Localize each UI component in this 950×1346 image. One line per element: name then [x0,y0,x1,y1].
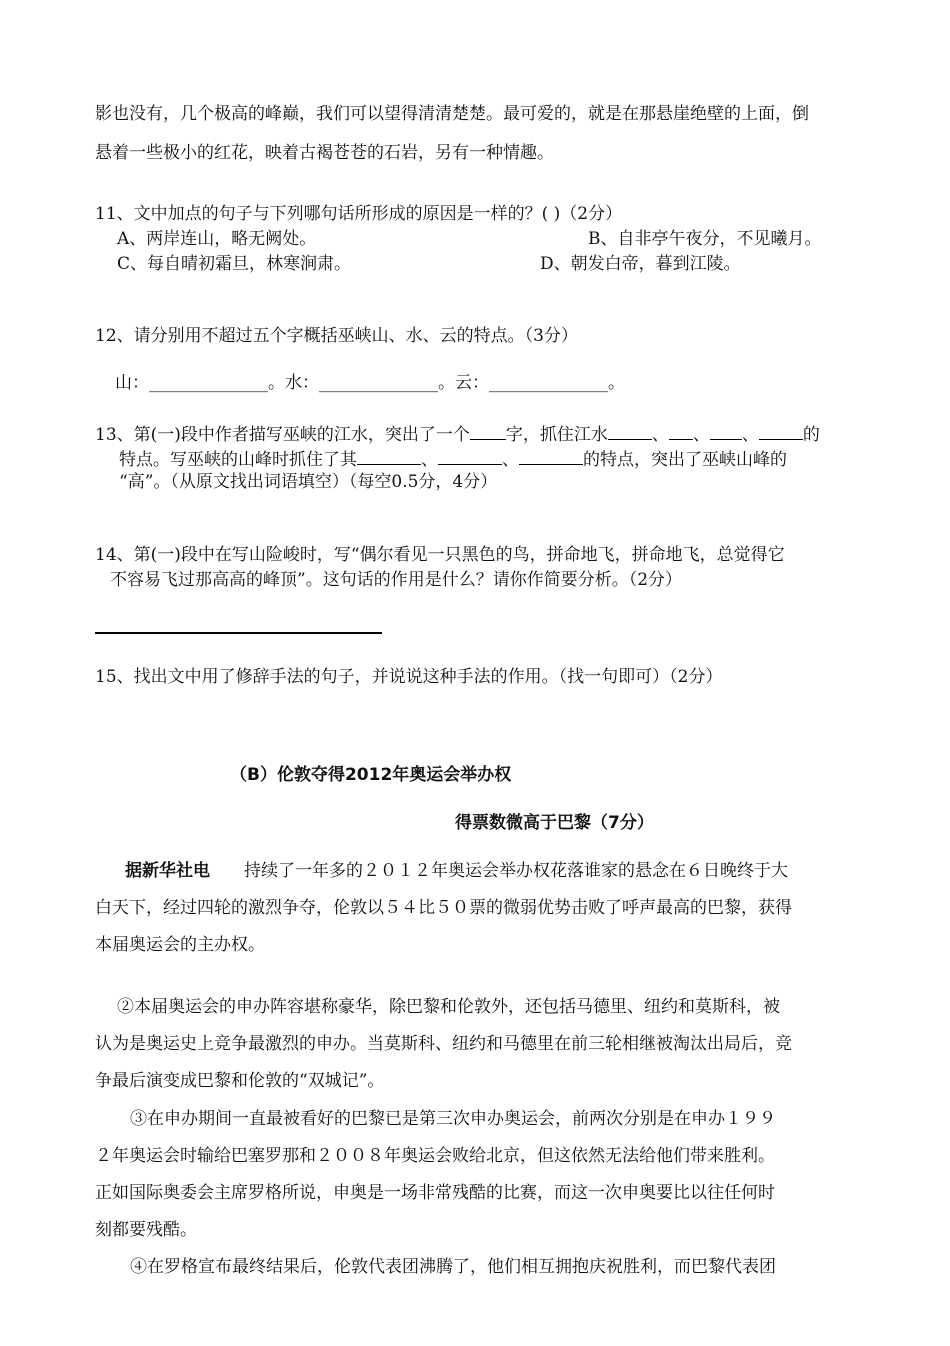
question-13-line-2 [119,446,787,471]
paragraph-2-line: ②本届奥运会的申办阵容堪称豪华，除巴黎和伦敦外，还包括马德里、纽约和莫斯科，被 [117,997,780,1017]
section-b-subtitle: 得票数微高于巴黎（7分） [455,813,654,833]
blank [470,421,506,440]
q11-option-c: C、每自晴初霜旦，林寒涧肃。 [117,254,352,274]
q12-answer-line: 山：______________。水：______________。云：______________。 [115,373,625,393]
answer-line [95,632,382,634]
blank [710,421,742,440]
paragraph-1-line: 本届奥运会的主办权。 [95,935,265,955]
q13-text: 13、第(一)段中作者描写巫峡的江水，突出了一个 [95,425,470,445]
paragraph-1-line: 白天下，经过四轮的激烈争夺，伦敦以５４比５０票的微弱优势击败了呼声最高的巴黎，获得 [95,898,792,918]
question-12-stem: 12、请分别用不超过五个字概括巫峡山、水、云的特点。（3分） [95,326,578,346]
question-15-stem: 15、找出文中用了修辞手法的句子，并说说这种手法的作用。（找一句即可）（2分） [95,667,723,687]
q13-text: 的特点，突出了巫峡山峰的 [583,450,787,470]
blank [669,421,693,440]
q11-option-d: D、朝发白帝，暮到江陵。 [540,254,741,274]
q13-text: 字，抓住江水 [505,425,608,445]
blank [519,446,583,465]
question-11-stem: 11、文中加点的句子与下列哪句话所形成的原因是一样的？( )（2分） [95,204,623,224]
paragraph-4-line: ④在罗格宣布最终结果后，伦敦代表团沸腾了，他们相互拥抱庆祝胜利，而巴黎代表团 [130,1257,776,1277]
blank [357,446,421,465]
section-b-title: （B）伦敦夺得2012年奥运会举办权 [230,765,512,785]
blank [438,446,502,465]
q13-sep: 、 [692,425,710,445]
blank [759,421,803,440]
paragraph-3-line: ２年奥运会时输给巴塞罗那和２００８年奥运会败给北京，但这依然无法给他们带来胜利。 [95,1146,775,1166]
q13-sep: 、 [421,450,438,470]
q11-option-a: A、两岸连山，略无阙处。 [117,229,317,249]
q13-text: 特点。写巫峡的山峰时抓住了其 [119,450,357,470]
paragraph-1-line [125,860,788,882]
q13-sep: 、 [741,425,759,445]
paragraph-3-line: 正如国际奥委会主席罗格所说，申奥是一场非常残酷的比赛，而这一次申奥要比以往任何时 [95,1183,775,1203]
q13-sep: 、 [651,425,669,445]
question-13-line-3: “高”。（从原文找出词语填空）（每空0.5分，4分） [119,472,498,492]
paragraph-2-line: 争最后演变成巴黎和伦敦的“双城记”。 [95,1071,385,1091]
q13-sep: 、 [502,450,519,470]
passage-line: 悬着一些极小的红花，映着古褐苍苍的石岩，另有一种情趣。 [95,143,554,163]
paragraph-3-line: 刻都要残酷。 [95,1220,197,1240]
paragraph-text: 持续了一年多的２０１２年奥运会举办权花落谁家的悬念在６日晚终于大 [244,861,788,881]
q11-option-b: B、自非亭午夜分，不见曦月。 [588,229,822,249]
paragraph-3-line: ③在申办期间一直最被看好的巴黎已是第三次申办奥运会，前两次分别是在申办１９９ [130,1109,776,1129]
lead-label: 据新华社电 [125,861,210,881]
question-14-line-2: 不容易飞过那高高的峰顶”。这句话的作用是什么？请你作简要分析。（2分） [110,570,683,590]
paragraph-2-line: 认为是奥运史上竞争最激烈的申办。当莫斯科、纽约和马德里在前三轮相继被淘汰出局后，竞 [95,1034,792,1054]
passage-line: 影也没有，几个极高的峰巅，我们可以望得清清楚楚。最可爱的，就是在那悬崖绝壁的上面，倒 [95,104,809,124]
question-13-line-1 [95,421,820,446]
q13-text: 的 [802,425,820,445]
question-14-line-1: 14、第(一)段中在写山险峻时，写“偶尔看见一只黑色的鸟，拼命地飞，拼命地飞，总觉得它 [95,545,785,565]
blank [608,421,652,440]
